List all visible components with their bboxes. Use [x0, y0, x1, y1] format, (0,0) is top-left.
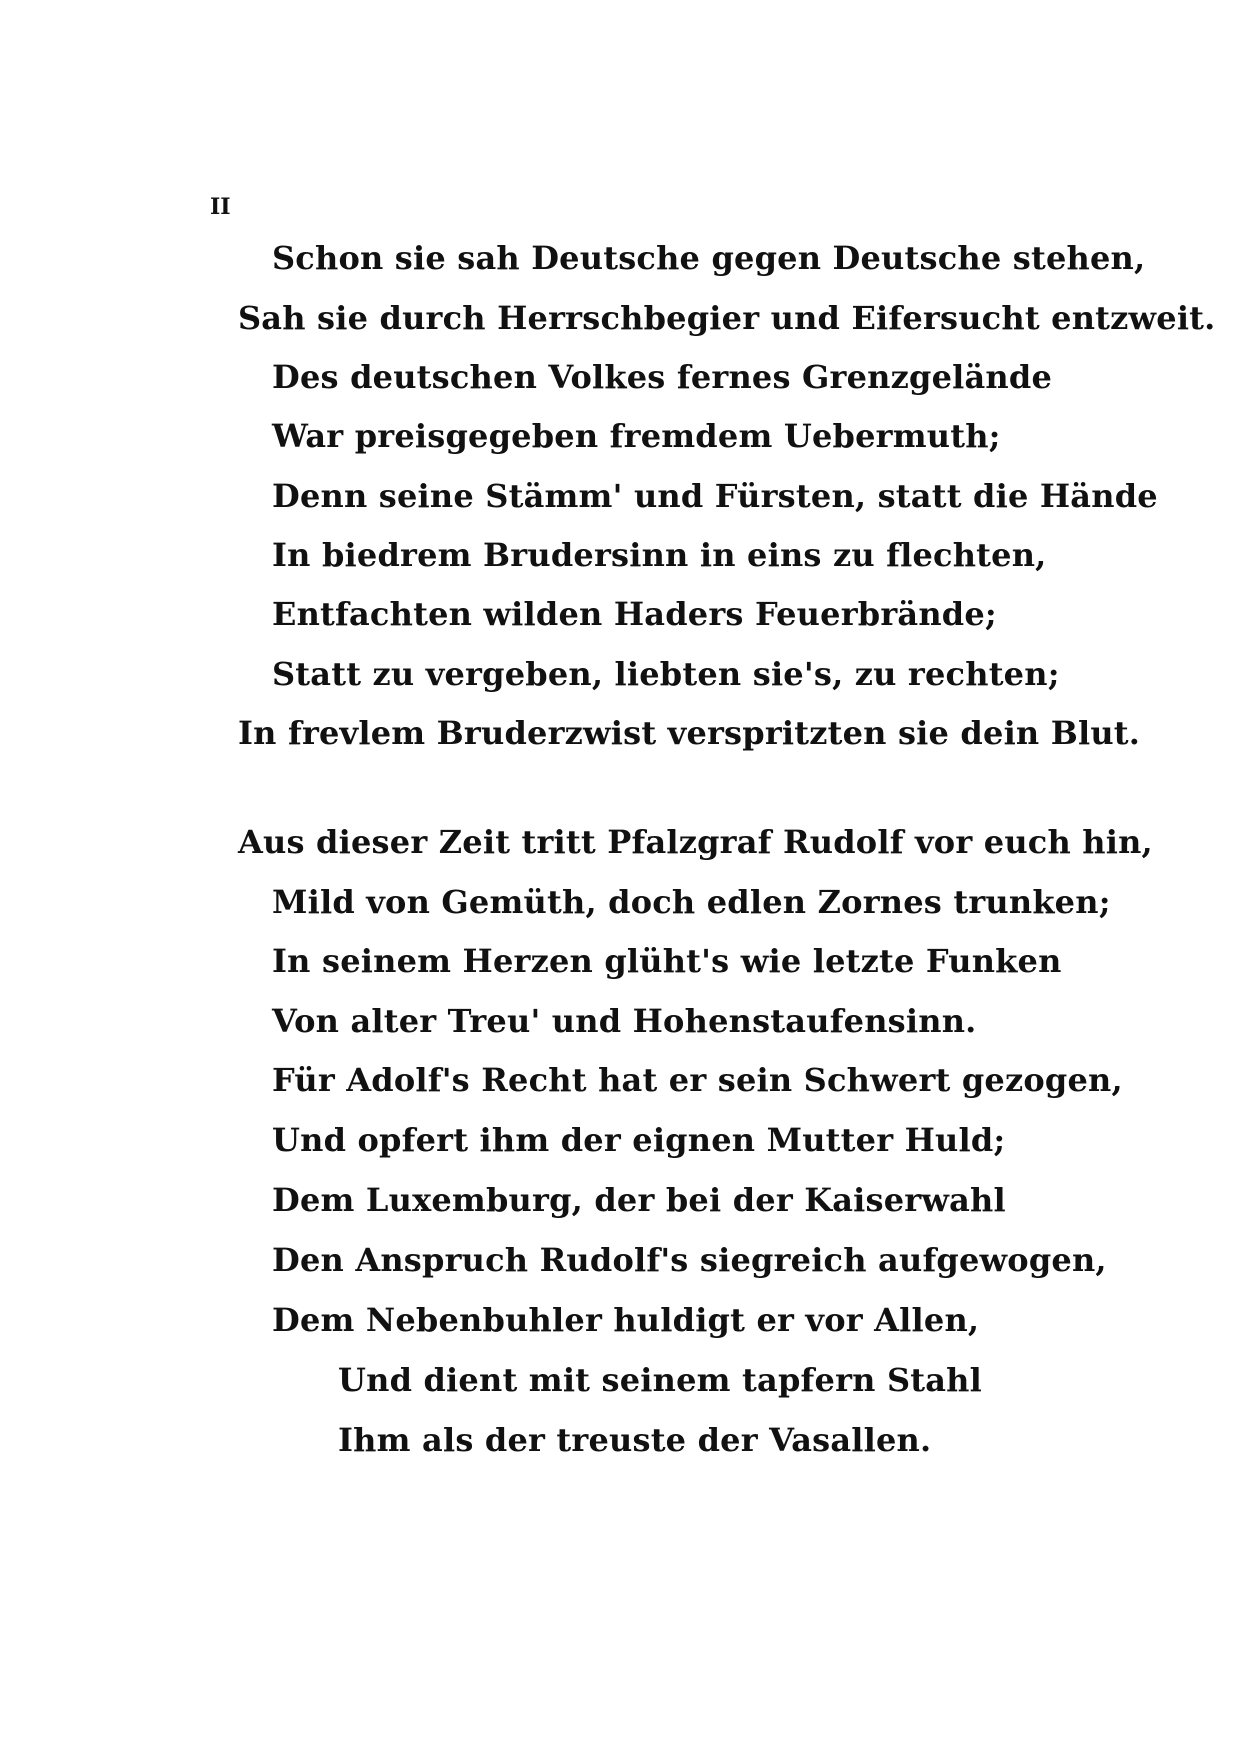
poem-line: Statt zu vergeben, liebten sie's, zu rechten;: [272, 655, 1060, 693]
poem-line: In biedrem Brudersinn in eins zu flechten,: [272, 536, 1047, 574]
poem-line: Schon sie sah Deutsche gegen Deutsche stehen,: [272, 239, 1146, 277]
poem-line: Mild von Gemüth, doch edlen Zornes trunken;: [272, 883, 1111, 921]
page-number: II: [210, 194, 231, 220]
poem-line: Und opfert ihm der eignen Mutter Huld;: [272, 1121, 1006, 1159]
poem-line: Des deutschen Volkes fernes Grenzgelände: [272, 358, 1053, 396]
poem-line: War preisgegeben fremdem Uebermuth;: [272, 417, 1001, 455]
poem-line: In frevlem Bruderzwist verspritzten sie dein Blut.: [238, 714, 1141, 752]
poem-line: Denn seine Stämm' und Fürsten, statt die Hände: [272, 477, 1158, 515]
poem-line: Dem Nebenbuhler huldigt er vor Allen,: [272, 1301, 980, 1339]
poem-line: Dem Luxemburg, der bei der Kaiserwahl: [272, 1181, 1006, 1219]
poem-line: Ihm als der treuste der Vasallen.: [338, 1421, 932, 1459]
poem-line: Und dient mit seinem tapfern Stahl: [338, 1361, 982, 1399]
poem-line: Aus dieser Zeit tritt Pfalzgraf Rudolf vor euch hin,: [238, 823, 1153, 861]
poem-line: Von alter Treu' und Hohenstaufensinn.: [272, 1002, 977, 1040]
poem-line: Für Adolf's Recht hat er sein Schwert gezogen,: [272, 1061, 1123, 1099]
poem-line: Sah sie durch Herrschbegier und Eifersucht entzweit.: [238, 299, 1216, 337]
poem-line: Den Anspruch Rudolf's siegreich aufgewogen,: [272, 1241, 1107, 1279]
poem-line: Entfachten wilden Haders Feuerbrände;: [272, 595, 997, 633]
poem-line: In seinem Herzen glüht's wie letzte Funken: [272, 942, 1062, 980]
